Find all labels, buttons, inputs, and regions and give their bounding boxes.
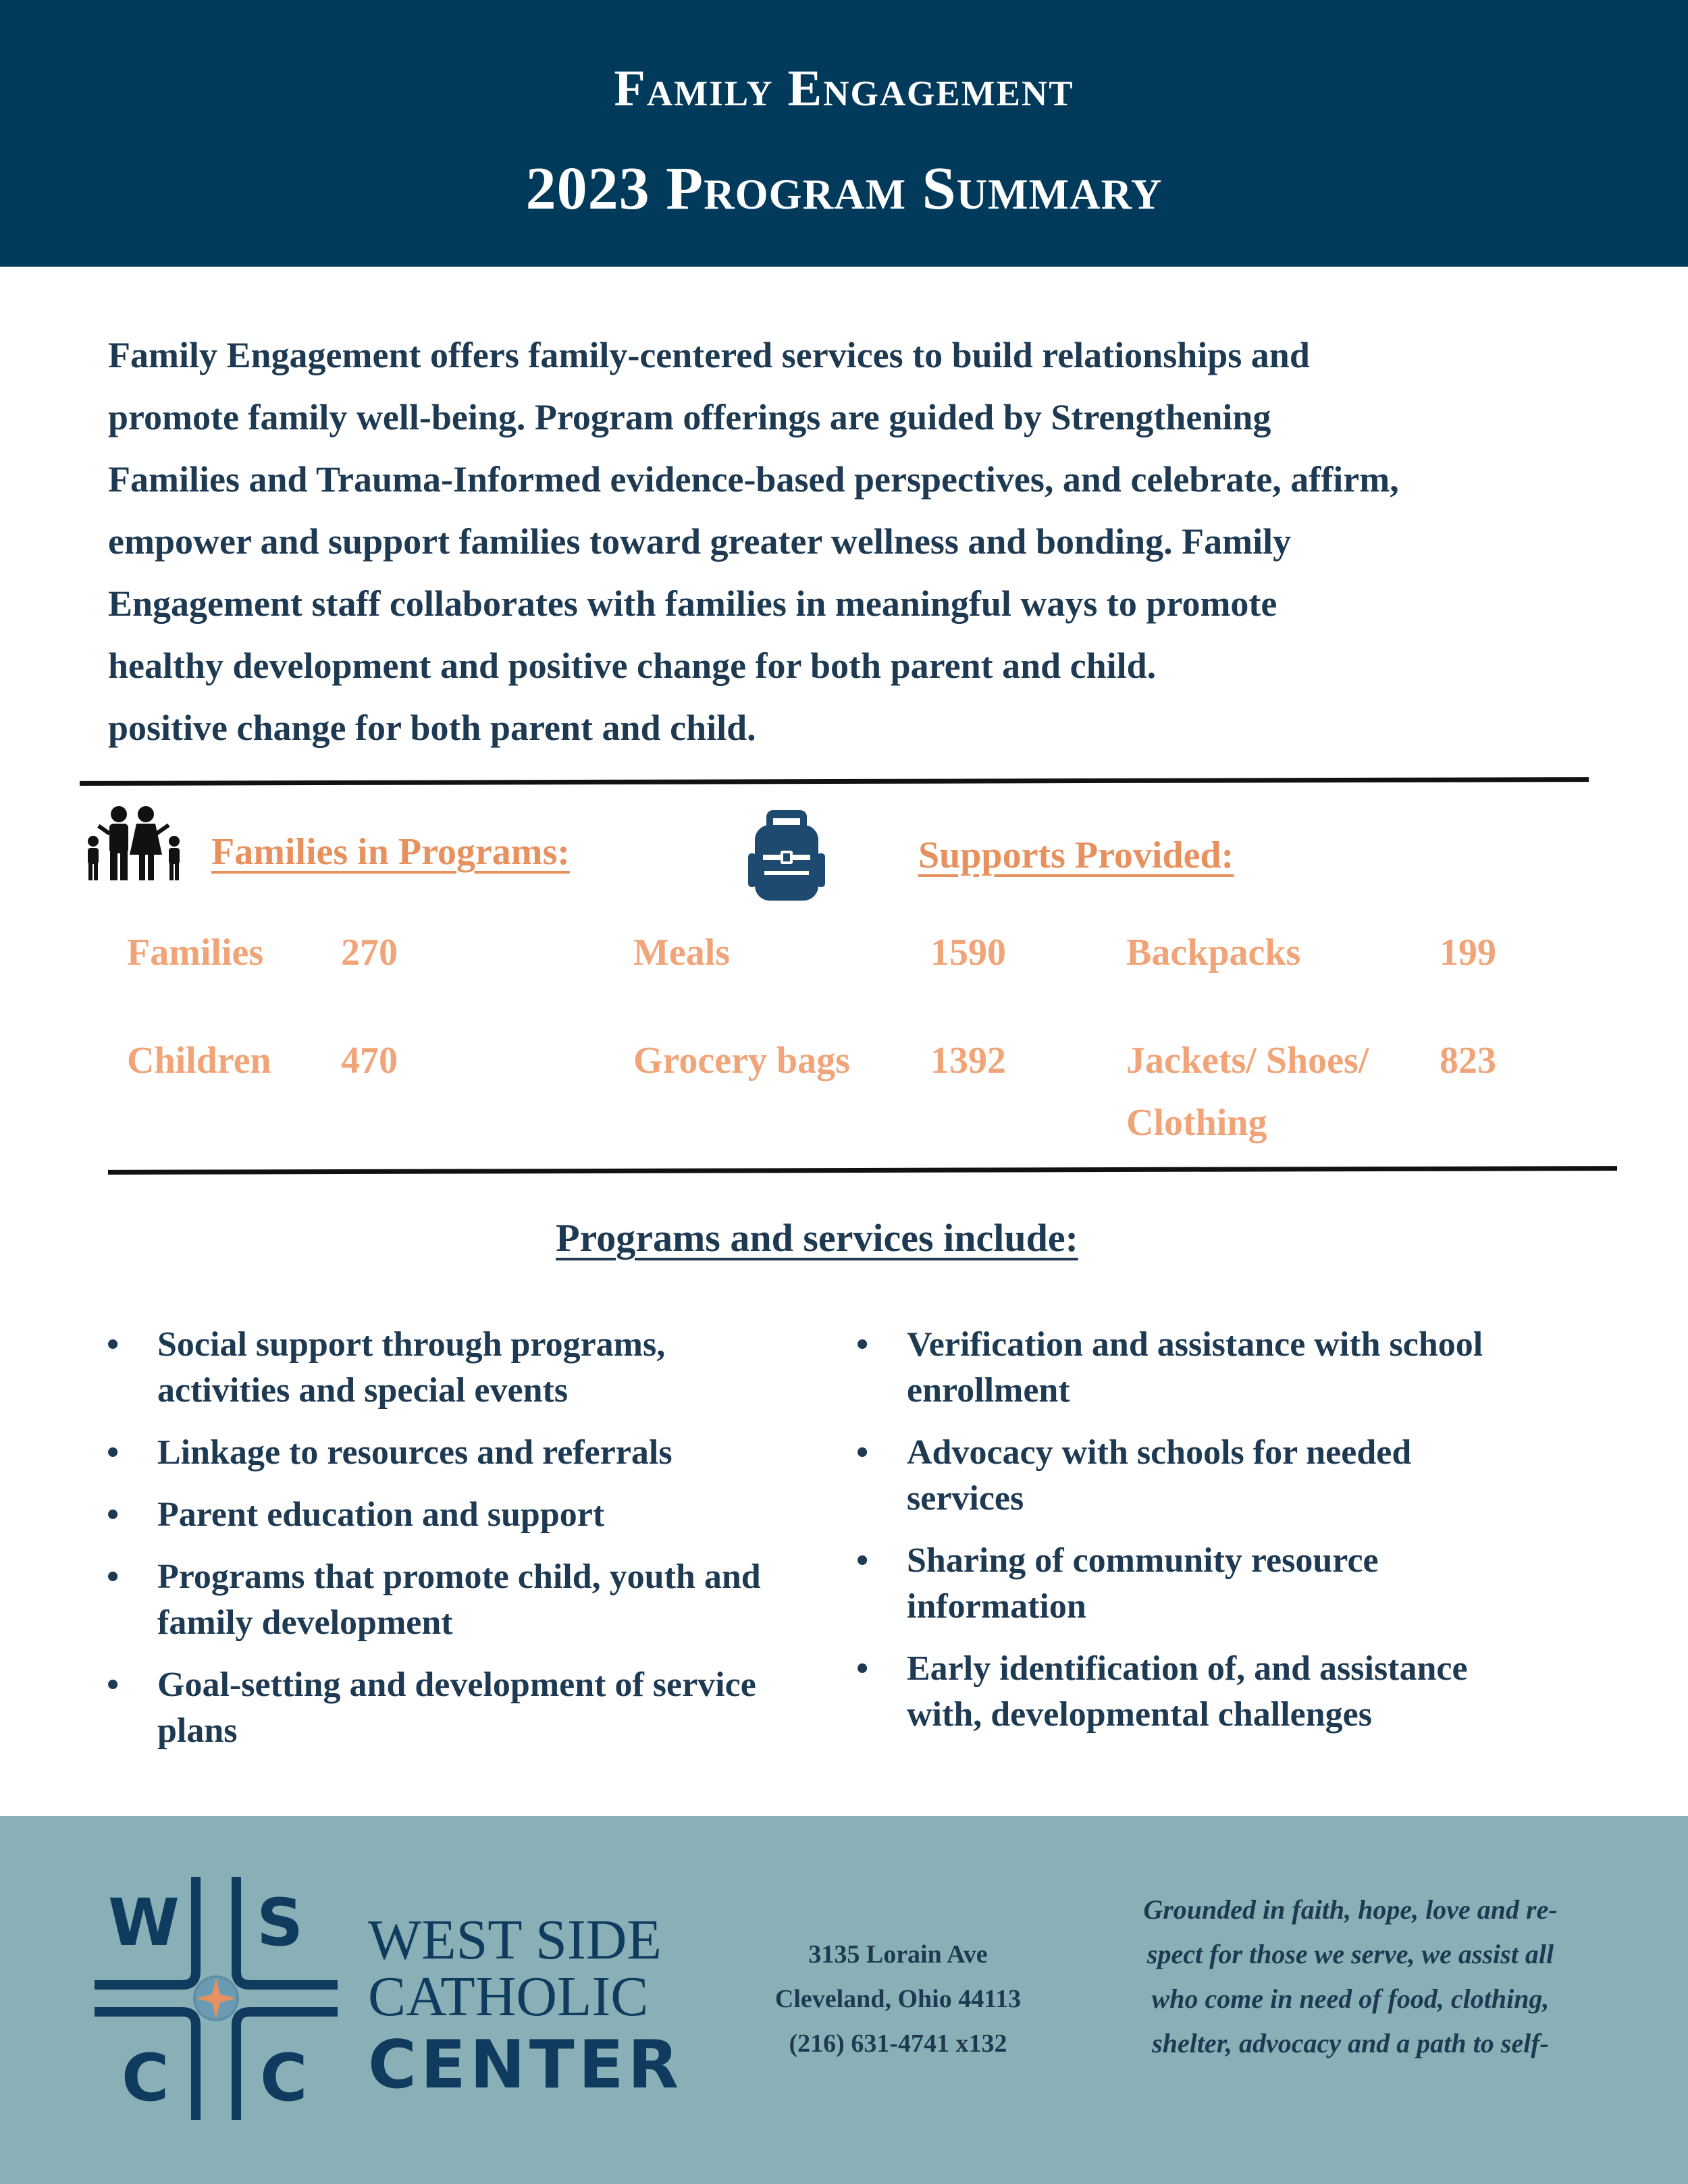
bullet-icon: • [856,1649,869,1688]
list-item [107,1554,836,1646]
wscc-logo [95,1877,338,2120]
stat-value-meals: 1590 [930,932,1006,974]
stat-label-clothing [1126,1030,1369,1154]
divider-top [80,777,1589,786]
logo-letter: C [122,2040,169,2116]
list-item [107,1430,836,1476]
bullet-icon: • [107,1666,120,1704]
list-item-text: Programs that promote child, youth and [157,1557,761,1596]
list-item-text: Verification and assistance with school [907,1325,1483,1364]
list-item-text: Early identification of, and assistance [907,1649,1468,1688]
bullet-icon: • [856,1541,869,1580]
address-line: 3135 Lorain Ave [808,1940,988,1969]
bullet-icon: • [107,1495,120,1534]
mission-statement [1094,1888,1607,2066]
list-item-text: family development [157,1603,453,1642]
backpack-icon [743,803,830,905]
families-section-title: Families in Programs: [211,831,570,873]
programs-list-right [856,1322,1579,1754]
list-item-text: services [907,1479,1024,1518]
bullet-icon: • [856,1325,869,1364]
intro-paragraph [108,324,1600,759]
bullet-icon: • [107,1557,120,1596]
stat-value-families: 270 [341,932,398,974]
intro-line: healthy development and positive change for both parent and child. [108,645,1157,686]
org-name-line2: CATHOLIC [368,1965,649,2028]
logo-letter: C [260,2040,308,2116]
list-item [107,1492,836,1538]
stat-label-clothing-line2: Clothing [1126,1102,1267,1144]
intro-line: promote family well-being. Program offerings are guided by Strengthening [108,397,1271,437]
page-subtitle: 2023 Program Summary [525,155,1163,222]
intro-line: Family Engagement offers family-centered services to build relationships and [108,335,1310,375]
address-line: Cleveland, Ohio 44113 [774,1985,1022,2013]
list-item [856,1538,1579,1630]
intro-line: Families and Trauma-Informed evidence-based perspectives, and celebrate, affirm, [108,459,1399,500]
stat-label-meals: Meals [633,932,731,974]
address [736,1932,1060,2066]
list-item-text: Goal-setting and development of service [157,1666,756,1704]
stat-label-clothing-line1: Jackets/ Shoes/ [1126,1040,1369,1082]
list-item [856,1430,1579,1522]
org-name-line1: WEST SIDE [368,1909,662,1971]
list-item-text: activities and special events [157,1371,569,1410]
intro-line: empower and support families toward greater wellness and bonding. Family [108,521,1292,562]
bullet-icon: • [107,1433,120,1472]
intro-line: positive change for both parent and child. [108,708,756,748]
mission-line: Grounded in faith, hope, love and re- [1143,1894,1558,1925]
stat-label-grocery-bags: Grocery bags [633,1040,850,1082]
mission-line: who come in need of food, clothing, [1151,1983,1550,2014]
stat-label-families: Families [127,932,264,974]
logo-letter: S [257,1885,304,1961]
list-item-text: enrollment [907,1371,1070,1410]
list-item [107,1662,836,1754]
list-item-text: Sharing of community resource [907,1541,1379,1580]
list-item [856,1322,1579,1414]
stat-value-children: 470 [341,1040,398,1082]
list-item-text: with, developmental challenges [907,1695,1372,1734]
supports-section-title: Supports Provided: [918,834,1234,876]
org-name-line3: CENTER [368,2027,683,2104]
list-item-text: Linkage to resources and referrals [157,1433,672,1472]
page-header [0,0,1688,267]
page-title: Family Engagement [614,60,1074,117]
phone: (216) 631-4741 x132 [789,2029,1007,2058]
stat-value-backpacks: 199 [1440,932,1496,974]
divider-bottom [108,1166,1617,1175]
stat-value-clothing: 823 [1440,1040,1496,1082]
intro-line: Engagement staff collaborates with families in meaningful ways to promote [108,583,1277,624]
list-item-text: Social support through programs, [157,1325,666,1364]
stat-label-backpacks: Backpacks [1126,932,1301,974]
programs-list-left [107,1322,836,1770]
stat-value-grocery-bags: 1392 [930,1040,1006,1082]
logo-letter: W [108,1885,180,1961]
mission-line: spect for those we serve, we assist all [1146,1939,1554,1969]
list-item [107,1322,836,1414]
family-icon [80,805,188,882]
stat-label-children: Children [127,1040,271,1082]
list-item-text: Parent education and support [157,1495,605,1534]
mission-line: shelter, advocacy and a path to self- [1152,2028,1549,2058]
list-item-text: Advocacy with schools for needed [907,1433,1412,1472]
bullet-icon: • [107,1325,120,1364]
list-item [856,1646,1579,1738]
bullet-icon: • [856,1433,869,1472]
programs-title: Programs and services include: [556,1216,1078,1260]
list-item-text: information [907,1587,1086,1626]
list-item-text: plans [157,1711,238,1750]
